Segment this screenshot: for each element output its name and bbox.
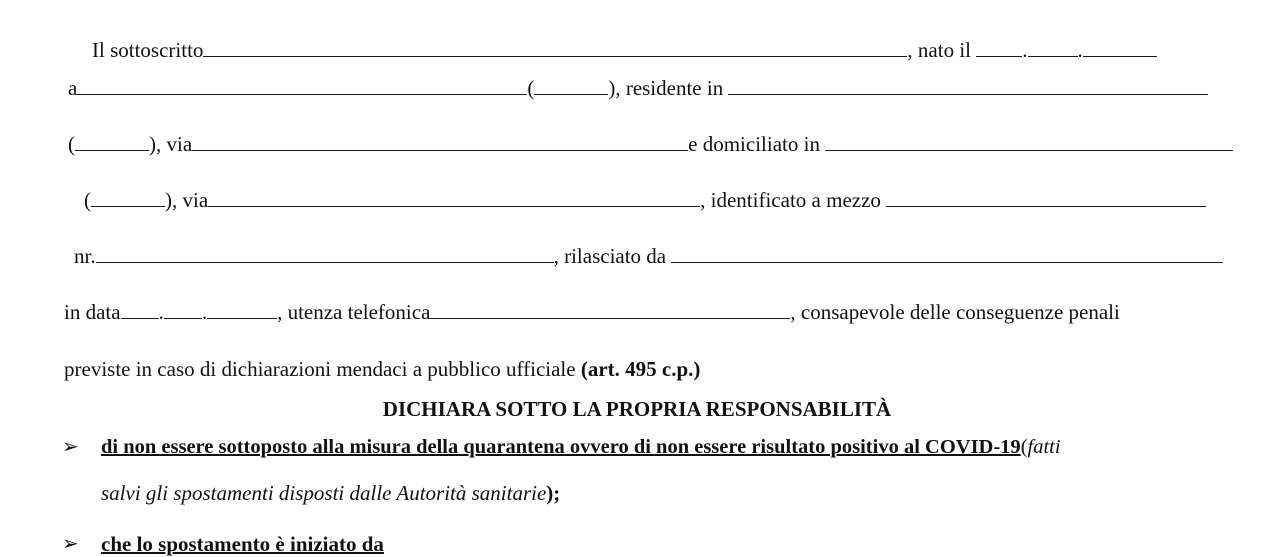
item-quarantena-cont: salvi gli spostamenti disposti dalle Autorità sanitarie);	[101, 481, 561, 505]
field-issued-by[interactable]	[671, 246, 1223, 263]
field-residence-province[interactable]	[75, 134, 149, 151]
line-sottoscritto: Il sottoscritto , nato il . .	[92, 37, 1157, 63]
field-issue-month[interactable]	[164, 302, 202, 319]
line-domicilio: ( ), via , identificato a mezzo	[84, 187, 1206, 213]
field-residence-street[interactable]	[192, 134, 688, 151]
field-domicile-street[interactable]	[208, 190, 700, 207]
field-phone[interactable]	[430, 302, 790, 319]
line-residenza: ( ), via e domiciliato in	[68, 131, 1233, 157]
line-documento: nr. , rilasciato da	[74, 243, 1223, 269]
declaration-heading: DICHIARA SOTTO LA PROPRIA RESPONSABILITÀ	[382, 397, 892, 421]
label-nato: , nato il	[907, 38, 977, 62]
field-birth-place[interactable]	[77, 78, 527, 95]
line-data-telefono: in data . . , utenza telefonica , consapevole delle conseguenze penali	[64, 300, 1120, 324]
item-quarantena-note: salvi gli spostamenti disposti dalle Autorità sanitarie	[101, 481, 547, 505]
label-sottoscritto: Il sottoscritto	[92, 38, 204, 62]
field-issue-day[interactable]	[121, 302, 159, 319]
item-spostamento	[101, 531, 384, 557]
field-issue-year[interactable]	[207, 302, 277, 319]
field-id-document[interactable]	[886, 190, 1206, 207]
field-domicile-city[interactable]	[825, 134, 1233, 151]
field-domicile-province[interactable]	[91, 190, 165, 207]
field-birth-day[interactable]	[976, 40, 1022, 57]
legal-reference: (art. 495 c.p.)	[580, 357, 701, 381]
arrow-bullet-icon: ➢	[62, 434, 79, 458]
line-luogo-nascita: a ( ), residente in	[68, 75, 1208, 101]
arrow-bullet-icon: ➢	[62, 531, 79, 555]
item-quarantena: di non essere sottoposto alla misura della quarantena ovvero di non essere risultato positivo al COVID-19(fatti	[101, 436, 1061, 458]
field-birth-month[interactable]	[1028, 40, 1078, 57]
field-name[interactable]	[203, 40, 907, 57]
item-quarantena-text: di non essere sottoposto alla misura della quarantena ovvero di non essere risultato positivo al COVID-19	[101, 436, 1021, 458]
field-birth-province[interactable]	[534, 78, 608, 95]
line-art-495: previste in caso di dichiarazioni mendaci a pubblico ufficiale (art. 495 c.p.)	[64, 357, 701, 381]
field-document-number[interactable]	[96, 246, 554, 263]
field-birth-year[interactable]	[1083, 40, 1157, 57]
field-residence-city[interactable]	[728, 78, 1208, 95]
item-spostamento-text: che lo spostamento è iniziato da	[101, 532, 384, 556]
